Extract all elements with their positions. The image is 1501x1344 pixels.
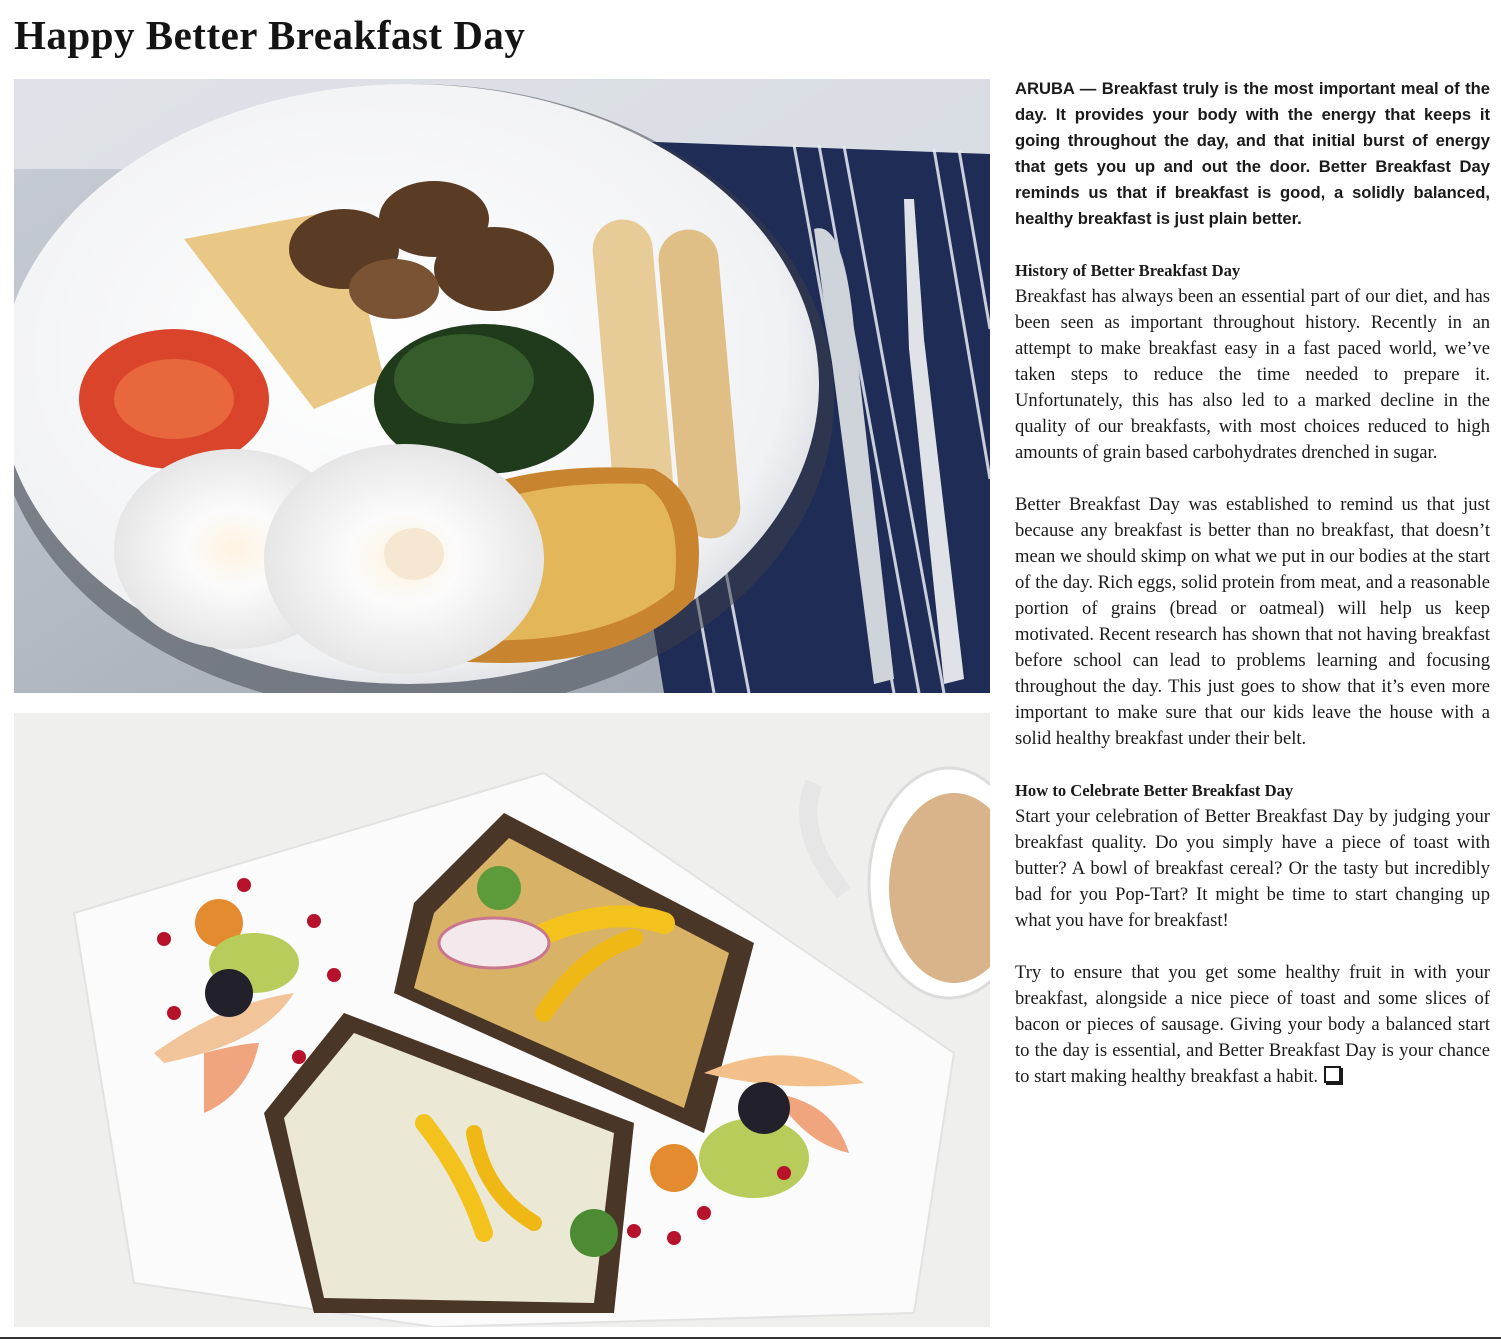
- section-heading-history: History of Better Breakfast Day: [1015, 261, 1241, 280]
- celebrate-paragraph-2: [1015, 960, 1490, 1090]
- toast-fruit-image: [14, 713, 990, 1327]
- headline: Happy Better Breakfast Day: [14, 12, 526, 58]
- history-paragraph-2: Better Breakfast Day was established to remind us that just because any breakfast is better than no breakfast, that doesn’t mean we should skimp on what we put in our bodies at the start of the day. Rich eggs, solid protein from meat, and a reasonable portion of grains (bread or oatmeal) will help us keep motivated. Recent research has shown that not having breakfast before school can lead to problems learning and focusing throughout the day. This just goes to show that it’s even more important to make sure that our kids leave the house with a solid healthy breakfast under their belt.: [1015, 494, 1490, 749]
- end-of-article-icon: [1324, 1066, 1341, 1083]
- section-heading-celebrate: How to Celebrate Better Breakfast Day: [1015, 781, 1294, 800]
- footer-rule: [0, 1337, 1501, 1339]
- toast-fruit-photo: [14, 713, 990, 1327]
- article-lead: ARUBA — Breakfast truly is the most important meal of the day. It provides your body with the energy that keeps it going throughout the day, and that initial burst of energy that gets you up and out the door. Better Breakfast Day reminds us that if breakfast is good, a solidly balanced, healthy breakfast is just plain better.: [1015, 79, 1490, 228]
- breakfast-plate-image: [14, 79, 990, 693]
- celebrate-paragraph-2-text: Try to ensure that you get some healthy fruit in with your breakfast, alongside a nice piece of toast and some slices of bacon or pieces of sausage. Giving your body a balanced start to the day is essential, and Better Breakfast Day is your chance to start making healthy breakfast a habit.: [1015, 962, 1490, 1087]
- celebrate-paragraph-1: Start your celebration of Better Breakfast Day by judging your breakfast quality. Do you simply have a piece of toast with butter? A bowl of breakfast cereal? Or the tasty but incredibly bad for you Pop-Tart? It might be time to start changing up what you have for breakfast!: [1015, 806, 1490, 931]
- article-body: [1015, 76, 1490, 1090]
- breakfast-plate-photo: [14, 79, 990, 693]
- history-paragraph-1: Breakfast has always been an essential part of our diet, and has been seen as important throughout history. Recently in an attempt to make breakfast easy in a fast paced world, we’ve taken steps to reduce the time needed to prepare it. Unfortunately, this has also led to a marked decline in the quality of our breakfasts, with most choices reduced to high amounts of grain based carbohydrates drenched in sugar.: [1015, 286, 1490, 463]
